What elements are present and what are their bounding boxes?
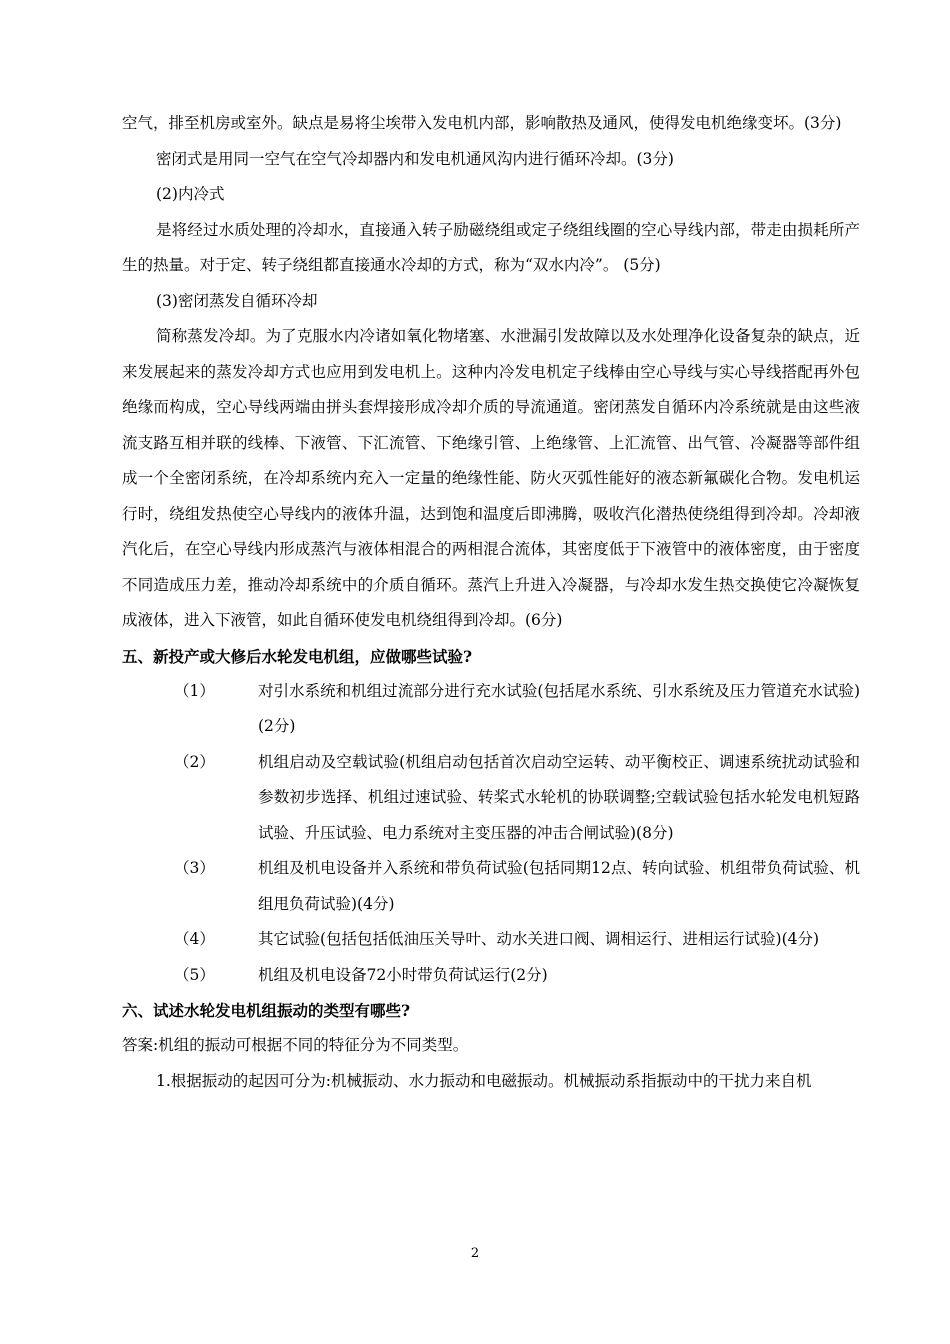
list-item-text: 对引水系统和机组过流部分进行充水试验(包括尾水系统、引水系统及压力管道充水试验)(2分) [258, 681, 860, 735]
list-item-number: （1） [174, 681, 215, 700]
list-item [122, 851, 860, 922]
list-item-number: （4） [174, 930, 215, 948]
subheading-evaporative-cooling: (3)密闭蒸发自循环冷却 [156, 291, 318, 310]
list-item [122, 958, 860, 994]
section-heading-5: 五、新投产或大修后水轮发电机组，应做哪些试验? [122, 646, 473, 666]
paragraph-closed-cooling: 密闭式是用同一空气在空气冷却器内和发电机通风沟内进行循环冷却。(3分) [156, 149, 674, 168]
list-item-number: （5） [174, 965, 215, 984]
subheading-internal-cooling: (2)内冷式 [156, 185, 225, 203]
list-item-text: 其它试验(包括包括低油压关导叶、动水关进口阀、调相运行、进相运行试验)(4分) [258, 930, 820, 948]
list-item-text: 机组及机电设备并入系统和带负荷试验(包括同期12点、转向试验、机组带负荷试验、机组甩负荷试验)(4分) [258, 859, 860, 913]
paragraph-open-cooling-end: 空气，排至机房或室外。缺点是易将尘埃带入发电机内部，影响散热及通风，使得发电机绝缘变坏。(3分) [122, 114, 842, 132]
paragraph-evaporative-cooling: 简称蒸发冷却。为了克服水内冷诸如氧化物堵塞、水泄漏引发故障以及水处理净化设备复杂的缺点，近来发展起来的蒸发冷却方式也应用到发电机上。这种内冷发电机定子线棒由空心导线与实心导线搭配再外包绝缘而构成，空心导线两端由拼头套焊接形成冷却介质的导流通道。密闭蒸发自循环内冷系统就是由这些液流支路互相并联的线棒、下液管、下汇流管、下绝缘引管、上绝缘管、上汇流管、出气管、冷凝器等部件组成一个全密闭系统，在冷却系统内充入一定量的绝缘性能、防火灭弧性能好的液态新氟碳化合物。发电机运行时，绕组发热使空心导线内的液体升温，达到饱和温度后即沸腾，吸收汽化潜热使绕组得到冷却。冷却液汽化后，在空心导线内形成蒸汽与液体相混合的两相混合流体，其密度低于下液管中的液体密度，由于密度不同造成压力差，推动冷却系统中的介质自循环。蒸汽上升进入冷凝器，与冷却水发生热交换使它冷凝恢复成液体，进入下液管，如此自循环使发电机绕组得到冷却。(6分) [122, 327, 860, 629]
list-item [122, 922, 860, 958]
list-item [122, 745, 860, 852]
answer-intro: 答案:机组的振动可根据不同的特征分为不同类型。 [122, 1036, 469, 1054]
document-body [122, 106, 860, 1099]
list-item-text: 机组及机电设备72小时带负荷试运行(2分) [258, 965, 548, 984]
section-heading-6: 六、试述水轮发电机组振动的类型有哪些? [122, 1001, 411, 1020]
list-item [122, 674, 860, 745]
paragraph-vibration-cause: 1.根据振动的起因可分为:机械振动、水力振动和电磁振动。机械振动系指振动中的干扰力来自机 [156, 1071, 812, 1090]
list-item-number: （2） [174, 752, 215, 771]
page-number: 2 [470, 1246, 480, 1261]
paragraph-internal-cooling: 是将经过水质处理的冷却水，直接通入转子励磁绕组或定子绕组线圈的空心导线内部，带走由损耗所产生的热量。对于定、转子绕组都直接通水冷却的方式，称为“双水内冷”。 (5分) [122, 220, 860, 274]
list-item-number: （3） [174, 859, 215, 877]
list-item-text: 机组启动及空载试验(机组启动包括首次启动空运转、动平衡校正、调速系统扰动试验和参数初步选择、机组过速试验、转桨式水轮机的协联调整;空载试验包括水轮发电机短路试验、升压试验、电力系统对主变压器的冲击合闸试验)(8分) [258, 752, 860, 842]
